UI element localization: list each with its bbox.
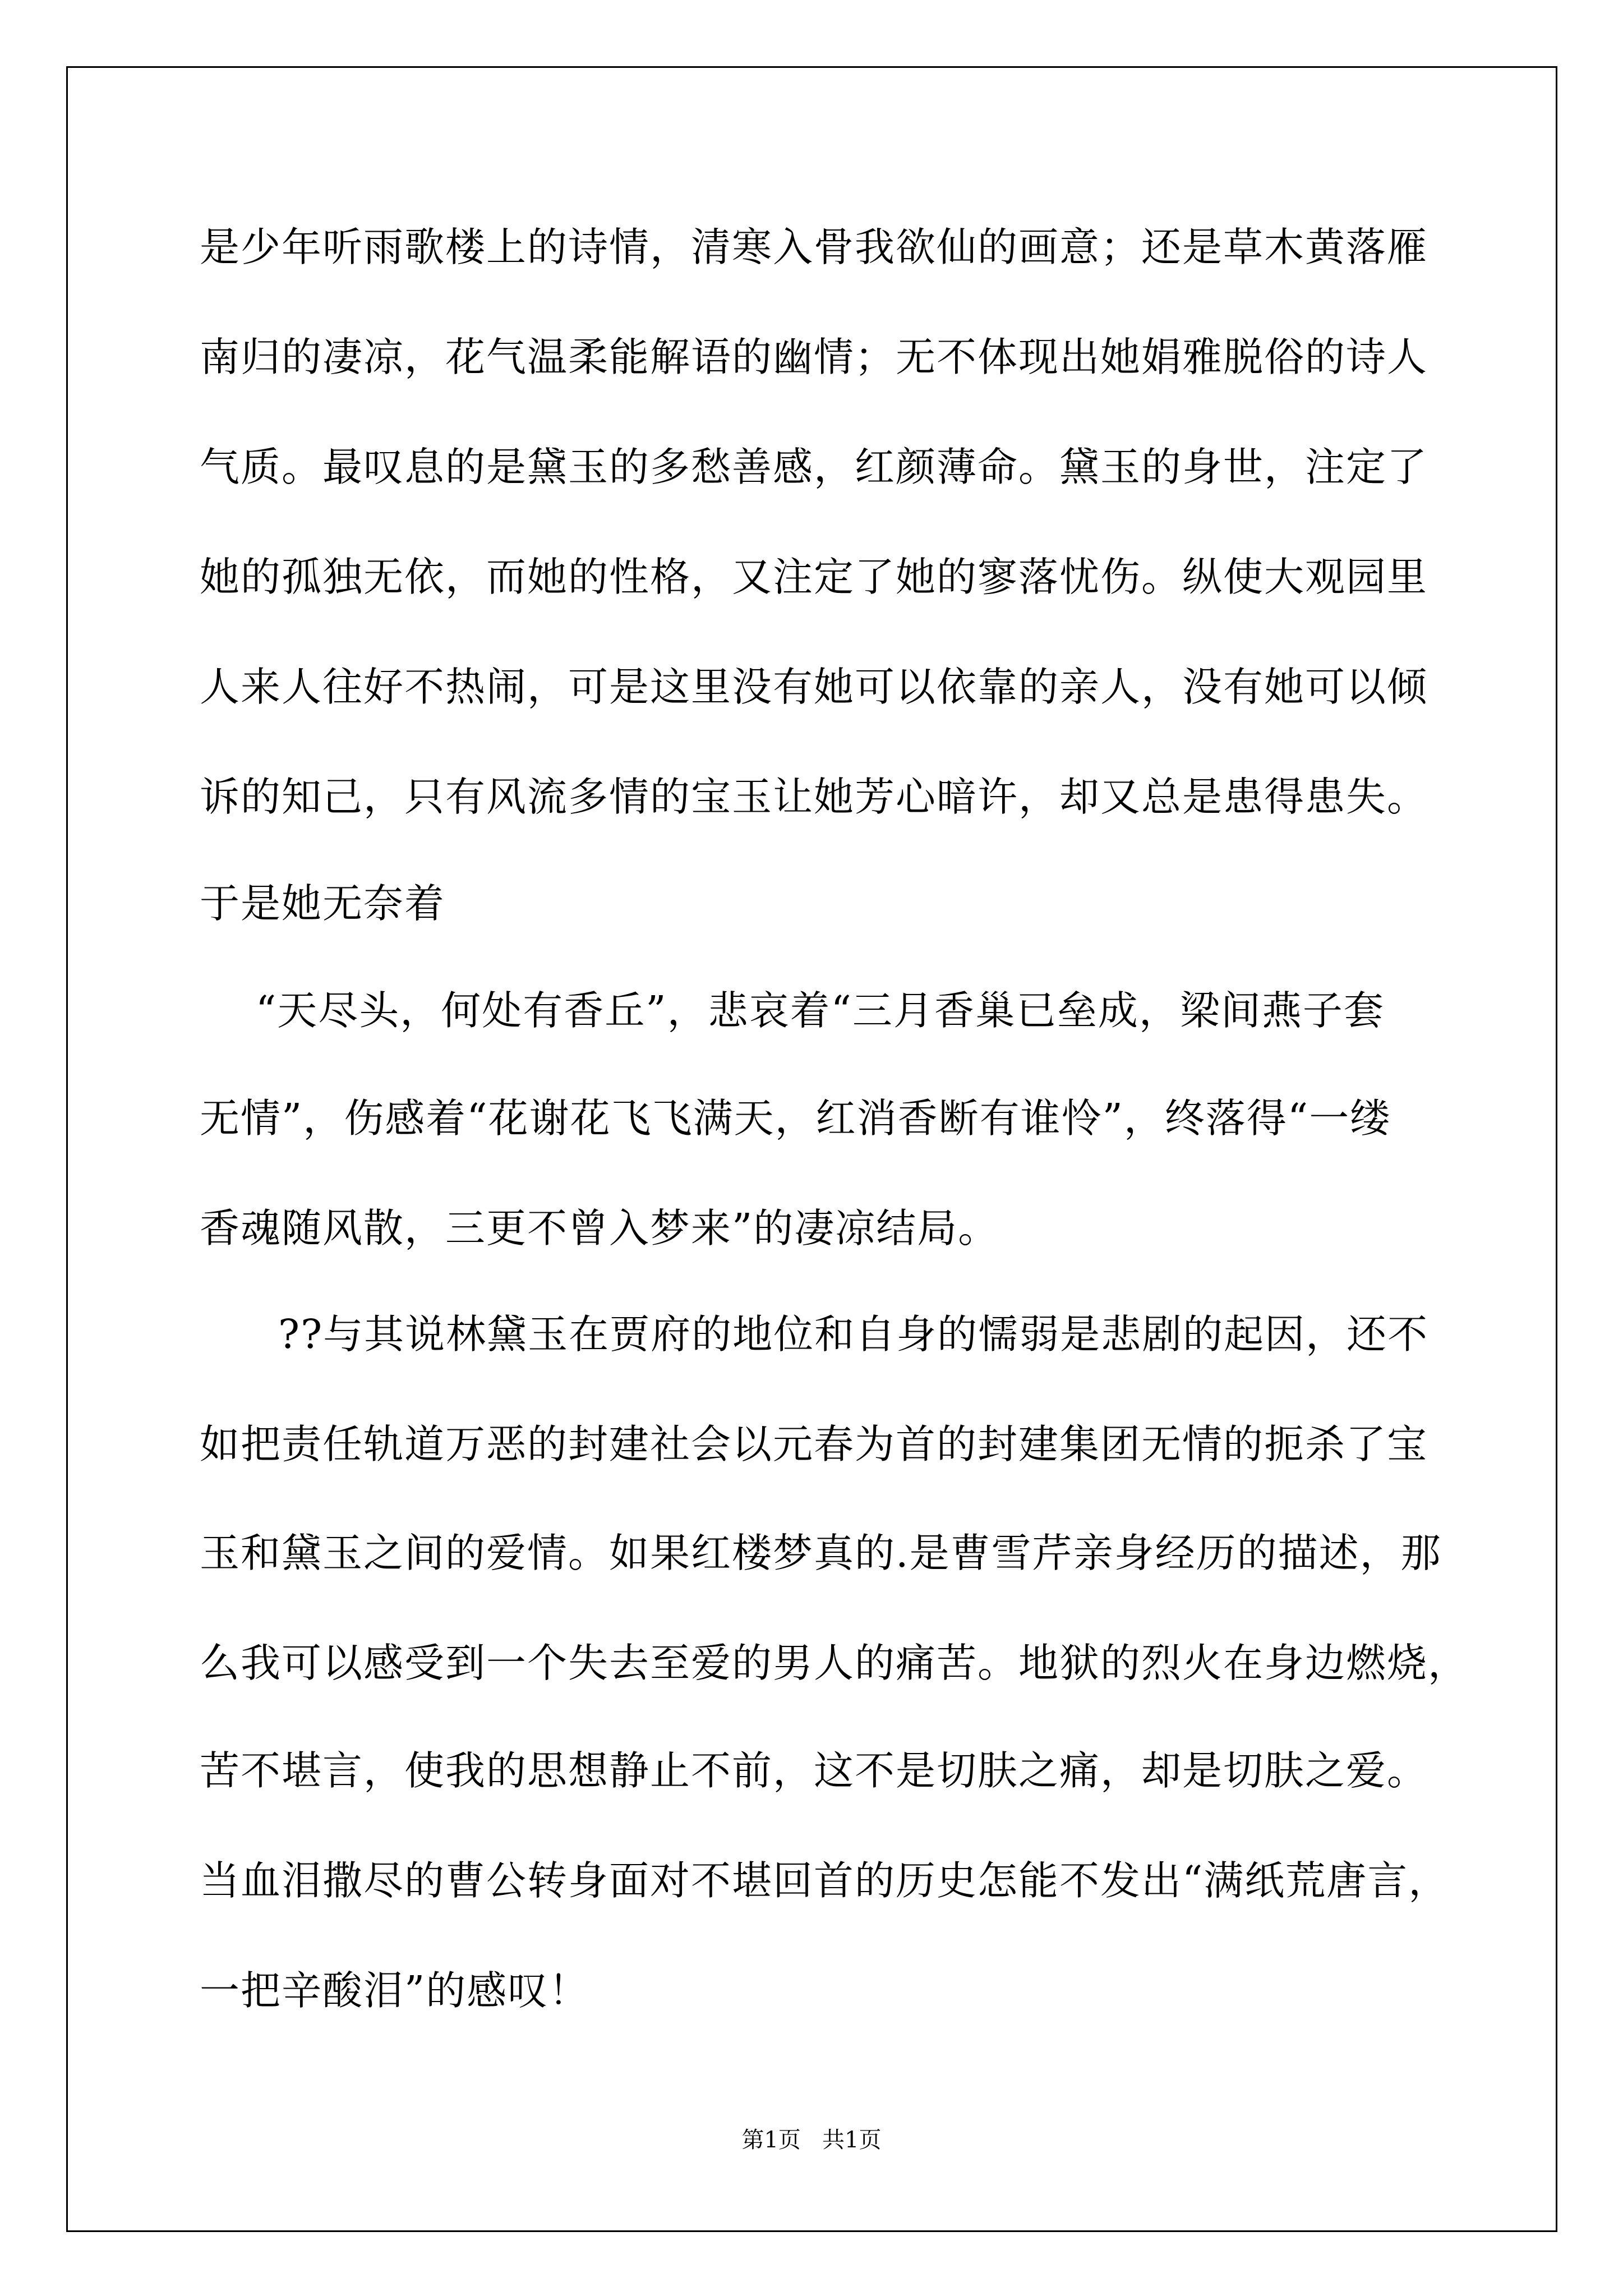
text-line: 如把责任轨道万恶的封建社会以元春为首的封建集团无情的扼杀了宝 (200, 1421, 1428, 1467)
text-line: 南归的凄凉，花气温柔能解语的幽情；无不体现出她娟雅脱俗的诗人 (200, 334, 1428, 380)
text-line: 一把辛酸泪”的感叹！ (200, 1967, 590, 2014)
text-line: 她的孤独无依，而她的性格，又注定了她的寥落忧伤。纵使大观园里 (200, 554, 1428, 600)
page-border (66, 66, 1557, 2232)
text-line: 于是她无奈着 (200, 880, 446, 927)
text-line: 玉和黛玉之间的爱情。如果红楼梦真的.是曹雪芹亲身经历的描述，那 (200, 1530, 1442, 1576)
paragraph-first-line: “天尽头，何处有香丘”，悲哀着“三月香巢已垒成，梁间燕子套 (256, 987, 1385, 1034)
text-line: 诉的知己，只有风流多情的宝玉让她芳心暗许，却又总是患得患失。 (200, 774, 1428, 820)
text-line: 无情”，伤感着“花谢花飞飞满天，红消香断有谁怜”，终落得“一缕 (200, 1095, 1391, 1142)
paragraph-first-line: ??与其说林黛玉在贾府的地位和自身的懦弱是悲剧的起因，还不 (278, 1311, 1429, 1358)
text-line: 香魂随风散，三更不曾入梦来”的凄凉结局。 (200, 1205, 999, 1251)
page-number-footer: 第1页 共1页 (741, 2127, 882, 2153)
text-line: 当血泪撒尽的曹公转身面对不堪回首的历史怎能不发出“满纸荒唐言， (200, 1857, 1450, 1904)
text-line: 人来人往好不热闹，可是这里没有她可以依靠的亲人，没有她可以倾 (200, 664, 1428, 710)
text-line: 是少年听雨歌楼上的诗情，清寒入骨我欲仙的画意；还是草木黄落雁 (200, 224, 1428, 270)
text-line: 气质。最叹息的是黛玉的多愁善感，红颜薄命。黛玉的身世，注定了 (200, 444, 1428, 490)
text-line: 么我可以感受到一个失去至爱的男人的痛苦。地狱的烈火在身边燃烧， (200, 1640, 1469, 1686)
text-line: 苦不堪言，使我的思想静止不前，这不是切肤之痛，却是切肤之爱。 (200, 1747, 1428, 1794)
